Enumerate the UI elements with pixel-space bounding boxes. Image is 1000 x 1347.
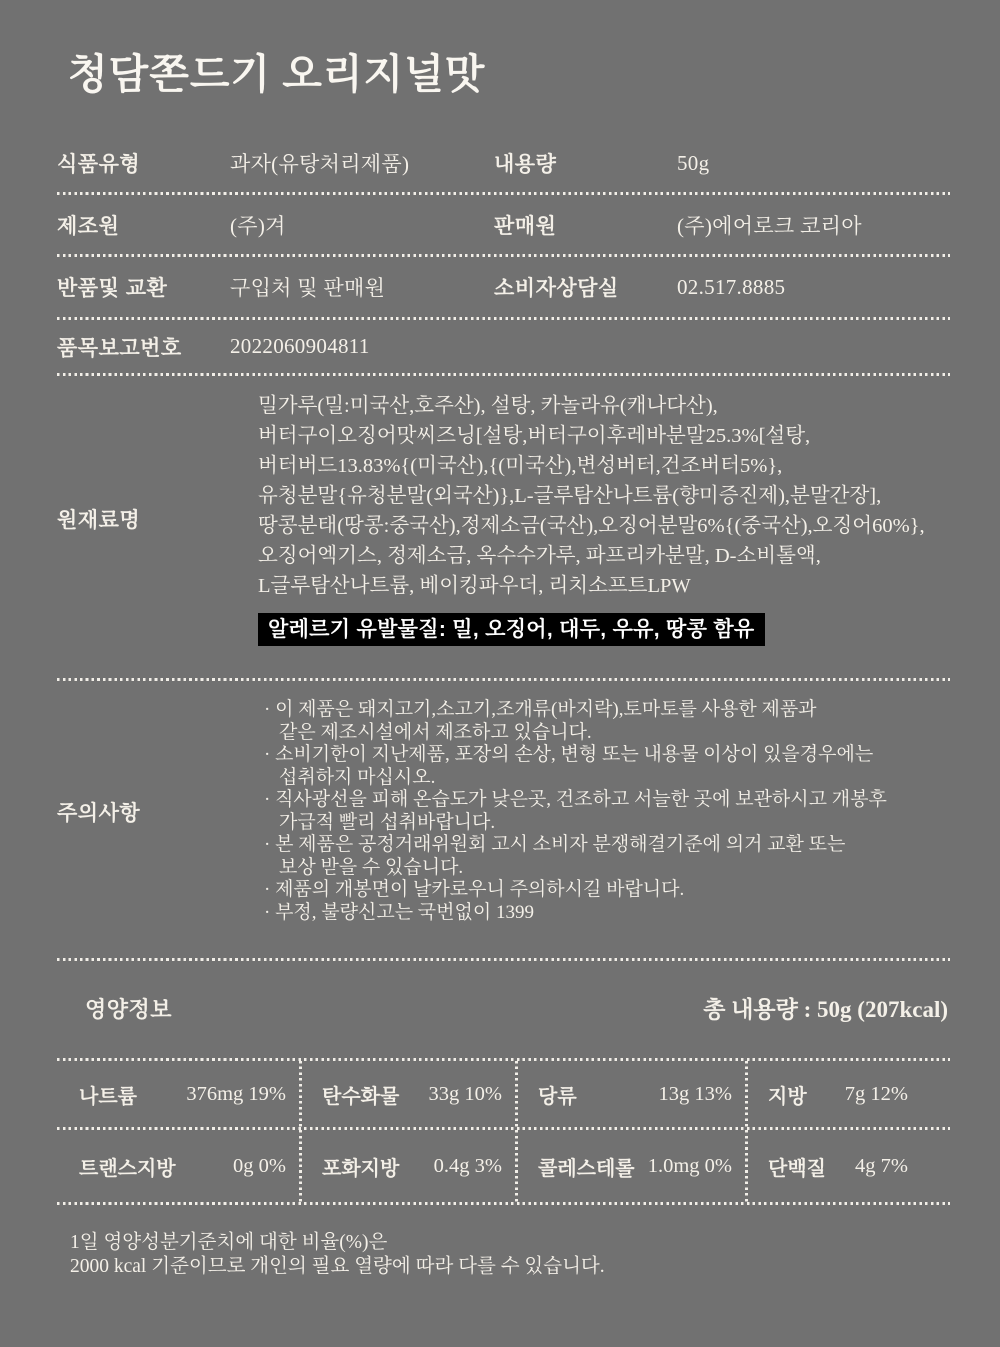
- info-label-consumer-center: 소비자상담실: [494, 277, 619, 300]
- info-label-food-type: 식품유형: [57, 153, 141, 176]
- divider-dotted: [57, 1202, 950, 1205]
- info-row-returns: [57, 257, 950, 317]
- precaution-line: 가급적 빨리 섭취바랍니다.: [279, 811, 496, 833]
- info-label-manufacturer: 제조원: [57, 214, 120, 238]
- nutrition-label-trans-fat: 트랜스지방: [79, 1157, 176, 1180]
- nutrition-value-cholesterol: 1.0mg 0%: [647, 1154, 732, 1177]
- ingredient-line: 유청분말{유청분말(외국산)},L-글루탐산나트륨(향미증진제),분말간장],: [258, 485, 882, 507]
- nutrition-value-fat: 7g 12%: [844, 1082, 908, 1105]
- nutrition-row-1: [57, 1061, 950, 1127]
- info-value-returns: 구입처 및 판매원: [230, 276, 386, 300]
- nutrition-row-2: [57, 1130, 950, 1202]
- nutrition-cell-trans-fat: [57, 1130, 300, 1202]
- nutrition-value-carbs: 33g 10%: [428, 1082, 502, 1105]
- precautions-label: 주의사항: [57, 801, 141, 825]
- precaution-line: 보상 받을 수 있습니다.: [279, 856, 464, 878]
- daily-value-footnote: [70, 1231, 950, 1279]
- nutrition-cell-carbs: [300, 1061, 516, 1127]
- footnote-line-1: 1일 영양성분기준치에 대한 비율(%)은: [70, 1232, 388, 1253]
- nutrition-total-content: 총 내용량 : 50g (207kcal): [703, 997, 948, 1022]
- info-row-manufacturer: [57, 195, 950, 254]
- info-value-consumer-center: 02.517.8885: [677, 274, 786, 299]
- nutrition-label-carbs: 탄수화물: [322, 1085, 400, 1108]
- info-value-manufacturer: (주)겨: [230, 213, 286, 238]
- nutrition-title: 영양정보: [85, 997, 173, 1022]
- label-content: [57, 134, 950, 1279]
- precaution-line: · 직사광선을 피해 온습도가 낮은곳, 건조하고 서늘한 곳에 보관하시고 개봉후: [264, 789, 887, 810]
- precaution-line: 섭취하지 마십시오.: [279, 766, 436, 788]
- nutrition-cell-cholesterol: [516, 1130, 746, 1202]
- info-row-report-number: [57, 320, 950, 373]
- ingredient-line: 버터버드13.83%{(미국산),{(미국산),변성버터,건조버터5%},: [258, 455, 783, 477]
- info-value-food-type: 과자(유탕처리제품): [230, 152, 410, 176]
- info-value-seller: (주)에어로크 코리아: [677, 213, 862, 238]
- nutrition-label-saturated-fat: 포화지방: [322, 1157, 400, 1180]
- ingredient-line: 밀가루(밀:미국산,호주산), 설탕, 카놀라유(캐나다산),: [258, 395, 718, 417]
- nutrition-value-protein: 4g 7%: [855, 1154, 908, 1177]
- nutrition-label-cholesterol: 콜레스테롤: [538, 1157, 635, 1180]
- precaution-line: · 부정, 불량신고는 국번없이 1399: [264, 901, 534, 923]
- precaution-line: · 소비기한이 지난제품, 포장의 손상, 변형 또는 내용물 이상이 있을경우에는: [264, 744, 874, 765]
- nutrition-cell-saturated-fat: [300, 1130, 516, 1202]
- nutrition-cell-sodium: [57, 1061, 300, 1127]
- info-label-net-content: 내용량: [494, 153, 557, 176]
- nutrition-cell-sugars: [516, 1061, 746, 1127]
- info-label-seller: 판매원: [494, 214, 557, 238]
- ingredients-content: [258, 391, 950, 646]
- info-label-returns: 반품및 교환: [57, 277, 168, 300]
- precaution-line: · 제품의 개봉면이 날카로우니 주의하시길 바랍니다.: [264, 879, 685, 900]
- precautions-section: [57, 681, 950, 958]
- nutrition-value-trans-fat: 0g 0%: [233, 1154, 286, 1177]
- allergen-banner: 알레르기 유발물질: 밀, 오징어, 대두, 우유, 땅콩 함유: [258, 613, 765, 646]
- ingredient-line: 오징어엑기스, 정제소금, 옥수수가루, 파프리카분말, D-소비톨액,: [258, 545, 821, 567]
- ingredients-section: [57, 376, 950, 678]
- precaution-line: · 이 제품은 돼지고기,소고기,조개류(바지락),토마토를 사용한 제품과: [264, 699, 817, 720]
- nutrition-header: [57, 961, 950, 1058]
- product-title: 청담쫀드기 오리지널맛: [68, 51, 486, 97]
- precautions-lines: [258, 699, 950, 924]
- nutrition-label-sodium: 나트륨: [79, 1085, 137, 1108]
- info-table: [57, 134, 950, 376]
- nutrition-label-protein: 단백질: [768, 1157, 826, 1180]
- nutrition-label-sugars: 당류: [538, 1085, 577, 1108]
- nutrition-cell-fat: [746, 1061, 950, 1127]
- nutrition-label-fat: 지방: [768, 1085, 807, 1108]
- nutrition-cell-protein: [746, 1130, 950, 1202]
- precaution-line: · 본 제품은 공정거래위원회 고시 소비자 분쟁해결기준에 의거 교환 또는: [264, 834, 846, 855]
- ingredient-line: 땅콩분태(땅콩:중국산),정제소금(국산),오징어분말6%{(중국산),오징어60%},: [258, 515, 925, 537]
- precaution-line: 같은 제조시설에서 제조하고 있습니다.: [279, 721, 592, 743]
- info-value-net-content: 50g: [677, 150, 710, 175]
- ingredients-lines: [258, 391, 950, 601]
- footnote-line-2: 2000 kcal 기준이므로 개인의 필요 열량에 따라 다를 수 있습니다.: [70, 1256, 605, 1277]
- ingredients-label: 원재료명: [57, 508, 141, 532]
- info-row-food-type: [57, 134, 950, 192]
- info-label-report-number: 품목보고번호: [57, 336, 182, 360]
- info-value-report-number: 2022060904811: [230, 334, 370, 358]
- nutrition-value-sodium: 376mg 19%: [186, 1082, 286, 1105]
- ingredient-line: L글루탐산나트륨, 베이킹파우더, 리치소프트LPW: [258, 575, 691, 597]
- ingredient-line: 버터구이오징어맛씨즈닝[설탕,버터구이후레바분말25.3%[설탕,: [258, 425, 811, 447]
- nutrition-value-saturated-fat: 0.4g 3%: [433, 1154, 502, 1177]
- nutrition-value-sugars: 13g 13%: [658, 1082, 732, 1105]
